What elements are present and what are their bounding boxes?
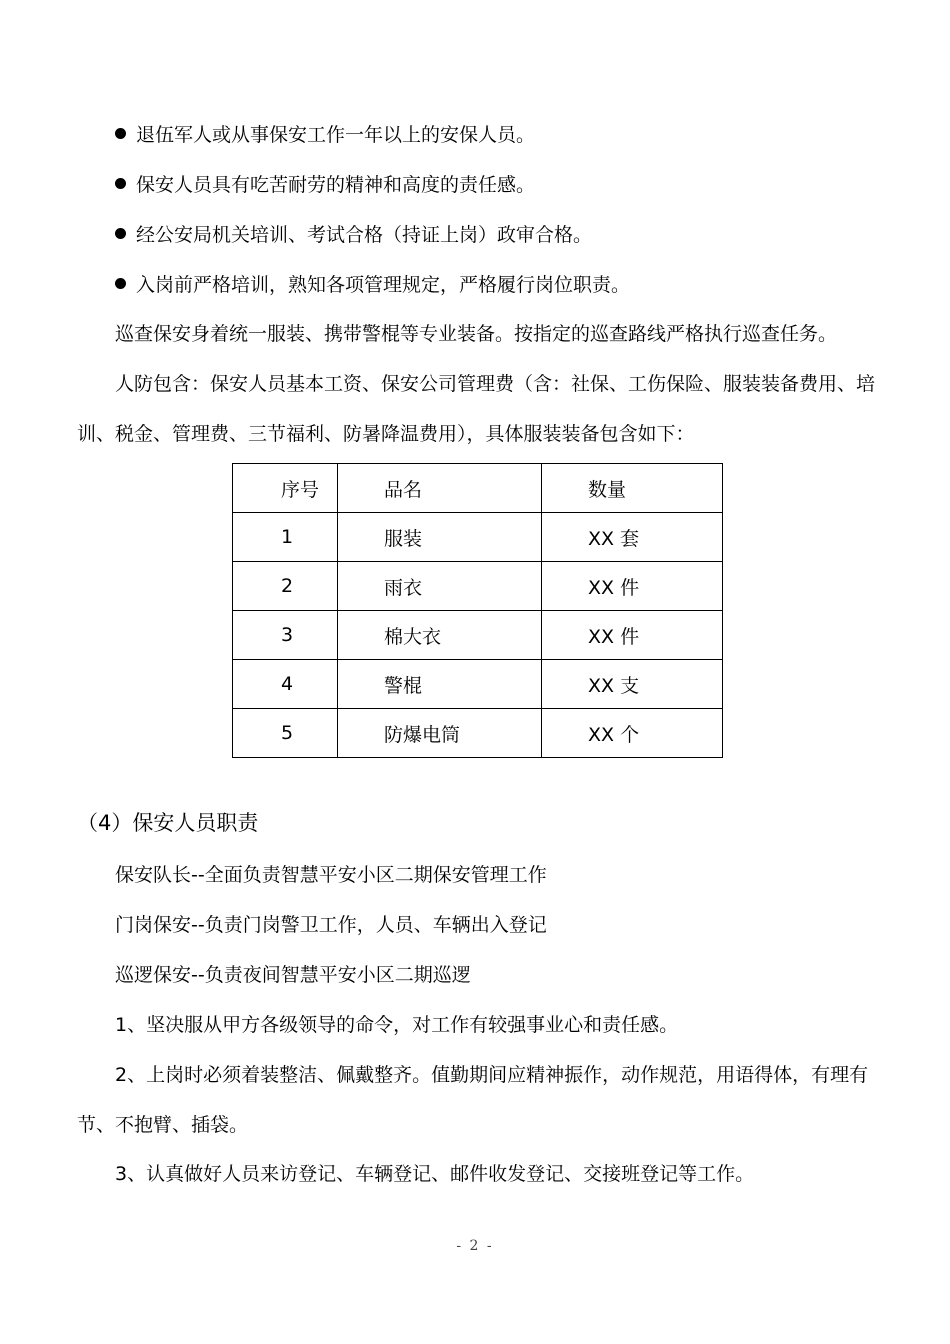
header-cell-name: 品名 [338,464,542,513]
bullet-item [115,176,535,195]
table-header-row [233,464,723,513]
table-row [233,709,723,758]
duty-item-2-line1: 2、上岗时必须着装整洁、佩戴整齐。值勤期间应精神振作，动作规范，用语得体，有理有 [115,1064,869,1086]
page-number: - 2 - [456,1238,494,1254]
paragraph-fee-line2: 训、税金、管理费、三节福利、防暑降温费用），具体服装装备包含如下： [77,423,695,445]
bullet-item [115,226,592,245]
duty-item-3: 3、认真做好人员来访登记、车辆登记、邮件收发登记、交接班登记等工作。 [115,1163,755,1185]
role-line: 保安队长--全面负责智慧平安小区二期保安管理工作 [115,864,547,886]
bullet-text: 保安人员具有吃苦耐劳的精神和高度的责任感。 [136,174,536,196]
bullet-item [115,126,535,145]
duty-item-2-line2: 节、不抱臂、插袋。 [77,1114,249,1136]
table-cell: 3 [233,611,338,660]
bullet-item [115,276,630,295]
bullet-dot-icon [115,128,126,139]
duty-item-1: 1、坚决服从甲方各级领导的命令，对工作有较强事业心和责任感。 [115,1014,679,1036]
bullet-text: 经公安局机关培训、考试合格（持证上岗）政审合格。 [136,224,593,246]
header-cell-quantity: 数量 [542,464,723,513]
role-line: 巡逻保安--负责夜间智慧平安小区二期巡逻 [115,964,471,986]
equipment-table [232,463,723,758]
role-line: 门岗保安--负责门岗警卫工作，人员、车辆出入登记 [115,914,547,936]
table-row [233,513,723,562]
table-row [233,562,723,611]
table-row [233,611,723,660]
header-cell-index: 序号 [233,464,338,513]
paragraph-patrol: 巡查保安身着统一服装、携带警棍等专业装备。按指定的巡查路线严格执行巡查任务。 [115,323,838,345]
table-cell: XX 套 [542,513,723,562]
table-cell: 警棍 [338,660,542,709]
table-row [233,660,723,709]
table-cell: 棉大衣 [338,611,542,660]
table-cell: 1 [233,513,338,562]
table-cell: 防爆电筒 [338,709,542,758]
table-cell: 5 [233,709,338,758]
bullet-text: 退伍军人或从事保安工作一年以上的安保人员。 [136,124,536,146]
table-cell: XX 件 [542,611,723,660]
table-cell: 4 [233,660,338,709]
table-cell: XX 个 [542,709,723,758]
bullet-text: 入岗前严格培训，熟知各项管理规定，严格履行岗位职责。 [136,274,631,296]
table-cell: XX 件 [542,562,723,611]
paragraph-fee-line1: 人防包含：保安人员基本工资、保安公司管理费（含：社保、工伤保险、服装装备费用、培 [115,373,876,395]
section-heading: （4）保安人员职责 [77,811,259,835]
table-cell: 2 [233,562,338,611]
table-cell: XX 支 [542,660,723,709]
table-cell: 服装 [338,513,542,562]
table-cell: 雨衣 [338,562,542,611]
bullet-dot-icon [115,178,126,189]
bullet-dot-icon [115,278,126,289]
bullet-dot-icon [115,228,126,239]
